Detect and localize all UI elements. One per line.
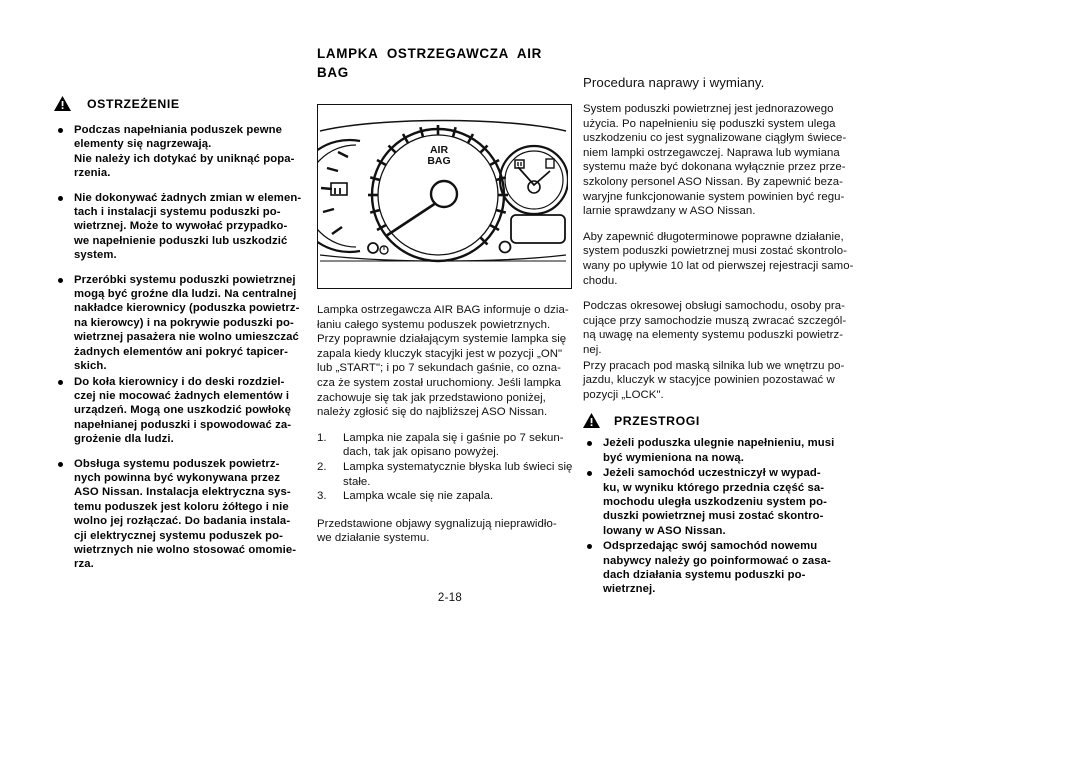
text-line: wany po upływie 10 lat od pierwszej rejestracji samo- — [583, 259, 854, 272]
text-line: waryjne funkcjonowanie system powinien być regu- — [583, 190, 845, 203]
text-line: mogą być groźne dla ludzi. Na centralnej — [74, 288, 297, 301]
bullet-text — [74, 375, 322, 447]
text-line: nych powinna być wykonywana przez — [74, 471, 281, 484]
text-line: wietrznej. — [603, 583, 656, 596]
page-number: 2-18 — [437, 592, 463, 604]
list-item — [54, 191, 322, 263]
cluster-drawing — [318, 105, 568, 285]
text-line: ną uwagę na elementy systemu poduszki powietrz- — [583, 329, 844, 342]
left-warning-bullet-list — [54, 123, 322, 572]
text-line: lowany w ASO Nissan. — [603, 524, 726, 537]
item-number: 3. — [317, 490, 327, 503]
gauge-label-line-1: AIR — [429, 144, 449, 156]
text-line: Nie należy ich dotykać by uniknąć popa- — [74, 152, 295, 165]
right-column-heading: Procedura naprawy i wymiany. — [583, 75, 765, 90]
text-line: Przeróbki systemu poduszki powietrznej — [74, 273, 296, 286]
text-line: łaniu całego systemu poduszek powietrznych. — [317, 318, 551, 331]
text-line: na kierowcy) i na pokrywie poduszki po- — [74, 316, 294, 329]
paragraph — [583, 359, 845, 403]
warning-triangle-icon — [583, 413, 600, 428]
text-line: wietrznych nie wolno stosować omomie- — [74, 543, 297, 556]
closing-paragraph — [317, 517, 575, 546]
text-line: Lampka ostrzegawcza AIR BAG informuje o dzia- — [317, 304, 569, 316]
text-line: Obsługa systemu poduszek powietrz- — [74, 457, 280, 470]
text-line: skich. — [74, 360, 107, 373]
text-line: wolno jej rozłączać. Do badania instala- — [74, 515, 291, 528]
warning-title: OSTRZEŻENIE — [87, 96, 180, 111]
item-text — [343, 489, 575, 504]
title-line: BAG — [317, 65, 349, 80]
text-line: Podczas okresowej obsługi samochodu, osoby pra- — [583, 300, 845, 313]
center-column — [317, 44, 575, 82]
list-item — [317, 460, 575, 489]
text-line: szkolony personel ASO Nissan. By zapewnić beza- — [583, 175, 844, 188]
list-item — [54, 375, 322, 447]
text-line: zachowuje się tak jak przedstawiono poniżej, — [317, 391, 546, 404]
bullet-text — [603, 436, 839, 465]
text-line: stałe. — [343, 475, 371, 488]
bullet-text — [603, 466, 839, 538]
text-line: dach działania systemu poduszki po- — [603, 568, 806, 581]
text-line: we napełnienie poduszki lub uszkodzić — [74, 234, 288, 247]
text-line: być wymieniona na nową. — [603, 451, 745, 464]
list-item — [54, 273, 322, 374]
text-line: tach i instalacji systemu poduszki po- — [74, 206, 281, 219]
text-line: Przedstawione objawy sygnalizują nieprawidło- — [317, 517, 557, 530]
text-line: dach, tak jak opisano powyżej. — [343, 446, 499, 459]
text-line: pozycji „LOCK". — [583, 388, 664, 401]
text-line: Nie dokonywać żadnych zmian w elemen- — [74, 191, 302, 204]
text-line: cujące przy samochodzie muszą zwracać szczegól- — [583, 314, 847, 327]
page-title — [317, 44, 575, 82]
paragraph — [583, 299, 847, 357]
text-line: rza. — [74, 558, 94, 571]
text-line: urządzeń. Mogą one uszkodzić powłokę — [74, 404, 292, 417]
text-line: napełnianej poduszki i spowodować za- — [74, 418, 292, 431]
right-column — [583, 75, 854, 607]
right-column-body — [583, 102, 854, 402]
text-line: temu poduszek jest koloru żółtego i nie — [74, 500, 289, 513]
title-line: LAMPKA OSTRZEGAWCZA AIR — [317, 46, 543, 61]
text-line: nej. — [583, 343, 602, 356]
text-line: chodu. — [583, 274, 618, 287]
text-line: Do koła kierownicy i do deski rozdziel- — [74, 375, 285, 388]
text-line: systemu maże być dokonana wyłącznie przez prze- — [583, 161, 846, 174]
caution-title: PRZESTROGI — [614, 413, 700, 428]
text-line: larnie sprawdzany w ASO Nissan. — [583, 205, 756, 218]
text-line: Przy pracach pod maską silnika lub we wnętrzu po- — [583, 359, 845, 372]
text-line: Jeżeli samochód uczestniczył w wypad- — [603, 467, 821, 480]
item-text — [343, 460, 575, 489]
text-line: użycia. Po napełnieniu się poduszki system ulega — [583, 117, 836, 130]
text-line: lub „START"; i po 7 sekundach gaśnie, co ozna- — [317, 362, 561, 375]
symptom-list — [317, 431, 575, 504]
text-line: rzenia. — [74, 167, 111, 180]
text-line: cji elektrycznej systemu poduszek po- — [74, 529, 283, 542]
text-line: żadnych elementów ani pokryć tapicer- — [74, 345, 289, 358]
text-line: wietrznej. Może to wywołać przypadko- — [74, 220, 288, 233]
text-line: ku, w wyniku którego przednia część sa- — [603, 481, 825, 494]
gauge-label-line-2: BAG — [427, 155, 451, 167]
text-line: jazdu, kluczyk w stacyjce powinien pozostawać w — [583, 374, 835, 387]
caution-header — [583, 413, 839, 428]
text-line: grożenie dla ludzi. — [74, 433, 174, 446]
text-line: ASO Nissan. Instalacja elektryczna sys- — [74, 486, 291, 499]
bullet-text — [74, 123, 322, 181]
item-number: 1. — [317, 431, 327, 444]
left-gauge — [318, 140, 360, 252]
item-text — [343, 431, 575, 460]
warning-header — [54, 96, 322, 111]
list-item — [54, 123, 322, 181]
text-line: Lampka wcale się nie zapala. — [343, 490, 494, 503]
text-line: Aby zapewnić długoterminowe poprawne działanie, — [583, 230, 844, 243]
text-line: zapala kiedy kluczyk stacyjki jest w pozycji „ON" — [317, 347, 563, 360]
text-line: uszkodzeniu co jest sygnalizowane ciągłym świece- — [583, 132, 847, 145]
text-line: mochodu uległa uszkodzeniu system po- — [603, 495, 828, 508]
text-line: Odsprzedając swój samochód nowemu — [603, 540, 818, 553]
list-item — [317, 489, 575, 504]
text-line: system. — [74, 249, 117, 262]
text-line: cza że system został uruchomiony. Jeśli lampka — [317, 376, 561, 389]
left-column — [54, 96, 322, 582]
center-body-text — [317, 303, 575, 546]
caution-bullet-list — [583, 436, 839, 596]
text-line: należy zgłosić się do najbliższej ASO Nissan. — [317, 406, 548, 419]
bullet-text — [74, 457, 322, 572]
text-line: system poduszki powietrznej musi zostać skontrolo- — [583, 245, 847, 258]
text-line: elementy się nagrzewają. — [74, 138, 212, 151]
text-line: niem lampki ostrzegawczej. Naprawa lub wymiana — [583, 146, 840, 159]
text-line: Jeżeli poduszka ulegnie napełnieniu, musi — [603, 437, 835, 450]
list-item — [54, 457, 322, 572]
center-gauge — [368, 125, 511, 261]
bullet-text — [603, 539, 839, 597]
list-item — [583, 436, 839, 465]
text-line: we działanie systemu. — [317, 532, 430, 545]
text-line: wietrznej pasażera nie wolno umieszczać — [74, 331, 299, 344]
paragraph — [583, 230, 854, 288]
intro-paragraph — [317, 303, 575, 420]
instrument-cluster-illustration — [317, 104, 572, 289]
text-line: Lampka nie zapala się i gaśnie po 7 sekun- — [343, 431, 564, 444]
warning-triangle-icon — [54, 96, 71, 111]
list-item — [583, 466, 839, 538]
text-line: czej nie mocować żadnych elementów i — [74, 389, 290, 402]
bullet-text — [74, 191, 322, 263]
text-line: Podczas napełniania poduszek pewne — [74, 124, 283, 136]
text-line: nabywcy należy go poinformować o zasa- — [603, 554, 831, 567]
list-item — [583, 539, 839, 597]
text-line: nakładce kierownicy (poduszka powietrz- — [74, 302, 300, 315]
text-line: System poduszki powietrznej jest jednorazowego — [583, 103, 834, 115]
bullet-text — [74, 273, 322, 374]
odometer-window — [511, 215, 565, 243]
list-item — [317, 431, 575, 460]
text-line: Przy poprawnie działającym systemie lampka się — [317, 333, 567, 346]
paragraph — [583, 102, 847, 219]
item-number: 2. — [317, 460, 327, 473]
text-line: duszki powietrznej musi zostać skontro- — [603, 510, 824, 523]
right-gauge — [500, 146, 568, 214]
text-line: Lampka systematycznie błyska lub świeci się — [343, 460, 573, 473]
